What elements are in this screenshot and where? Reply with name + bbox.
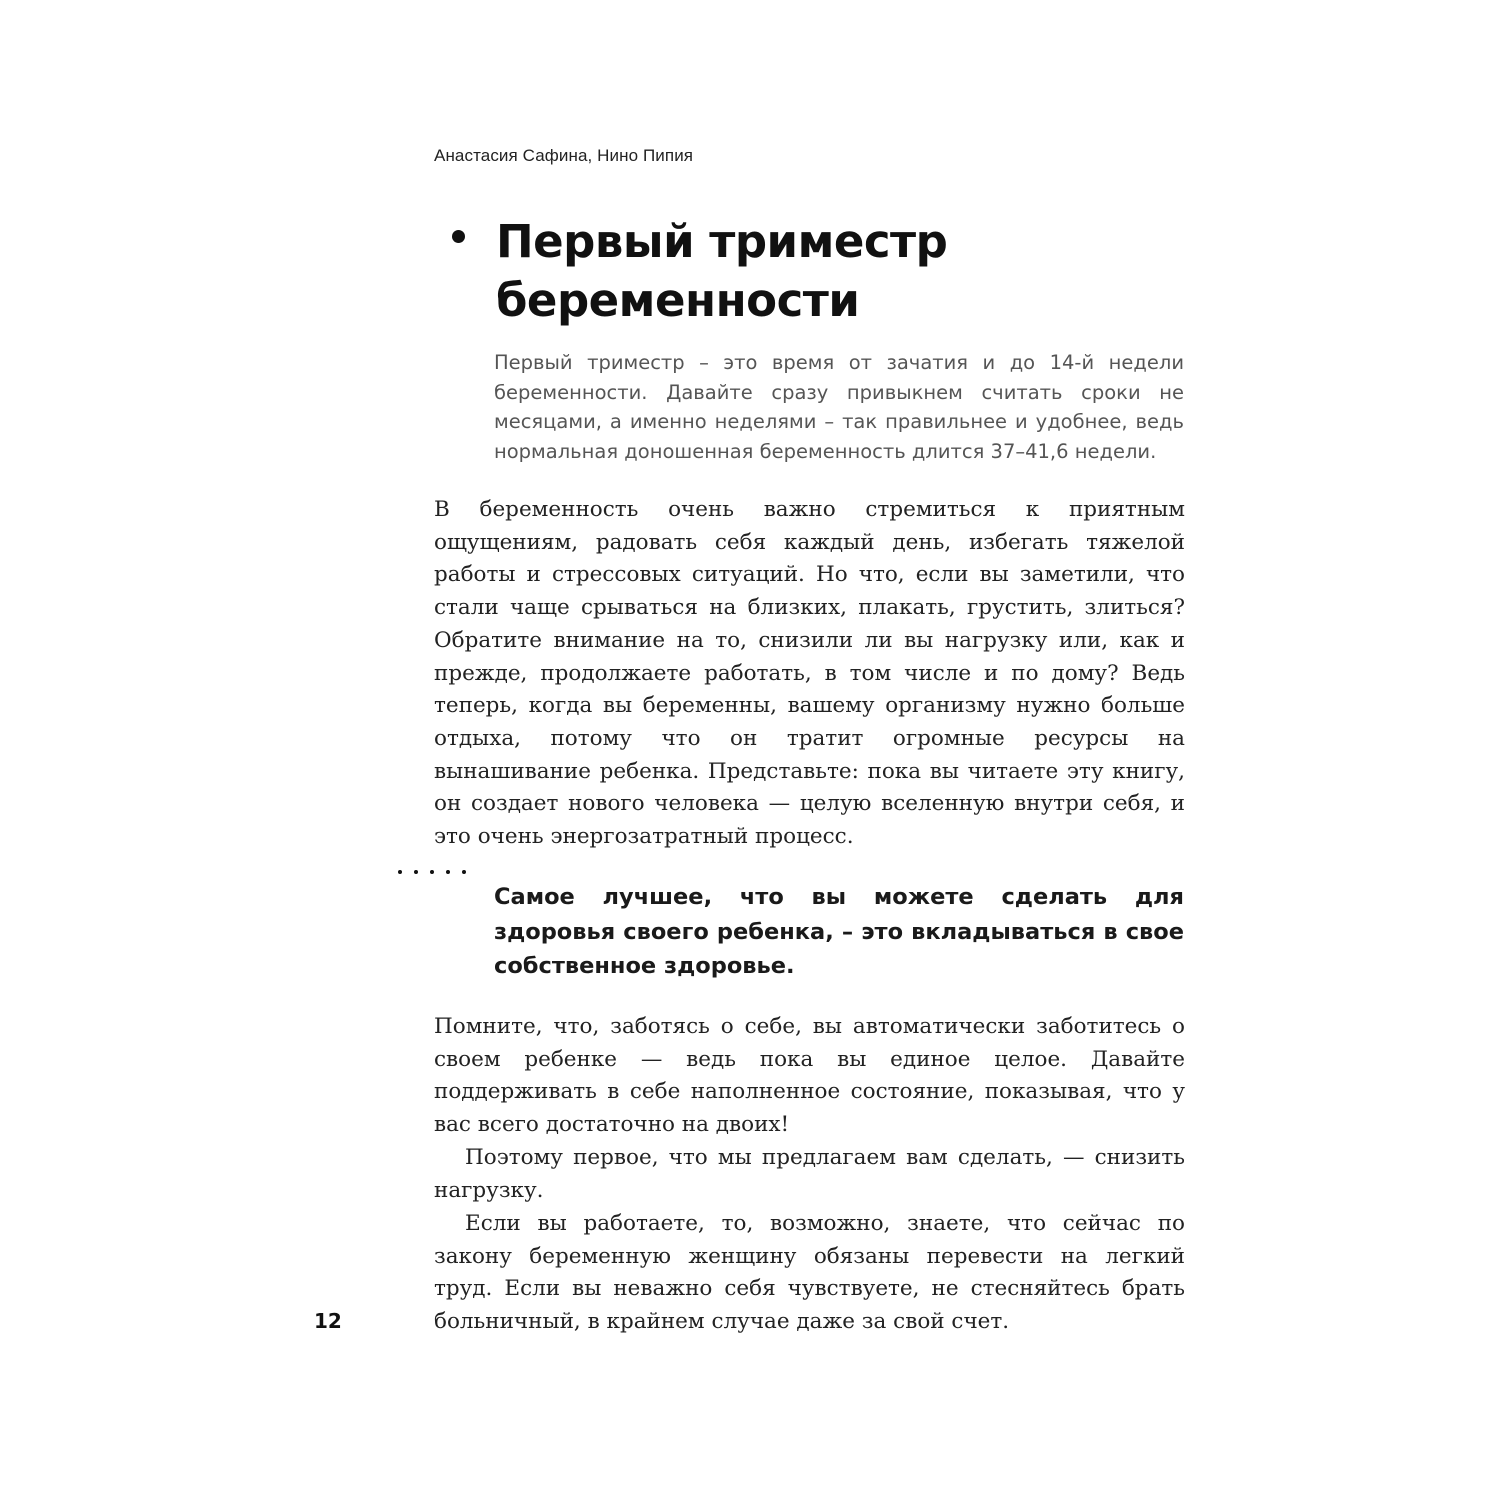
chapter-title-line-2: беременности: [496, 274, 860, 327]
chapter-title-line-1: Первый триместр: [496, 215, 948, 268]
callout-quote: Самое лучшее, что вы можете сделать для здоровья своего ребенка, – это вкладываться в свое собственное здоровье.: [494, 884, 1184, 979]
callout-dots-icon: [398, 870, 466, 874]
body-paragraph-4: Если вы работаете, то, возможно, знаете, что сейчас по закону беременную женщину обязаны перевести на легкий труд. Если вы неважно себя чувствуете, не стесняйтесь брать больничный, в крайнем случае даже за свой счет.: [434, 1211, 1185, 1335]
body-paragraph-2: Помните, что, заботясь о себе, вы автоматически заботитесь о своем ребенке — ведь пока вы единое целое. Давайте поддерживать в себе наполненное состояние, показывая, что у вас всего достаточно на двоих!: [434, 1014, 1185, 1138]
page-number: 12: [314, 1309, 342, 1333]
title-bullet-icon: [452, 230, 465, 243]
lead-paragraph: Первый триместр – это время от зачатия и до 14-й недели беременности. Давайте сразу привыкнем считать сроки не месяцами, а именно неделями – так правильнее и удобнее, ведь нормальная доношенная беременность длится 37–41,6 недели.: [494, 351, 1184, 463]
chapter-title: [496, 212, 947, 330]
body-paragraph-3: Поэтому первое, что мы предлагаем вам сделать, — снизить нагрузку.: [434, 1145, 1185, 1203]
body-paragraph-1: В беременность очень важно стремиться к приятным ощущениям, радовать себя каждый день, избегать тяжелой работы и стрессовых ситуаций. Но что, если вы заметили, что стали чаще срываться на близких, плакать, грустить, злиться? Обратите внимание на то, снизили ли вы нагрузку или, как и прежде, продолжаете работать, в том числе и по дому? Ведь теперь, когда вы беременны, вашему организму нужно больше отдыха, потому что он тратит огромные ресурсы на вынашивание ребенка. Представьте: пока вы читаете эту книгу, он создает нового человека — целую вселенную внутри себя, и это очень энергозатратный процесс.: [434, 497, 1185, 850]
running-head: Анастасия Сафина, Нино Пипия: [434, 146, 694, 165]
